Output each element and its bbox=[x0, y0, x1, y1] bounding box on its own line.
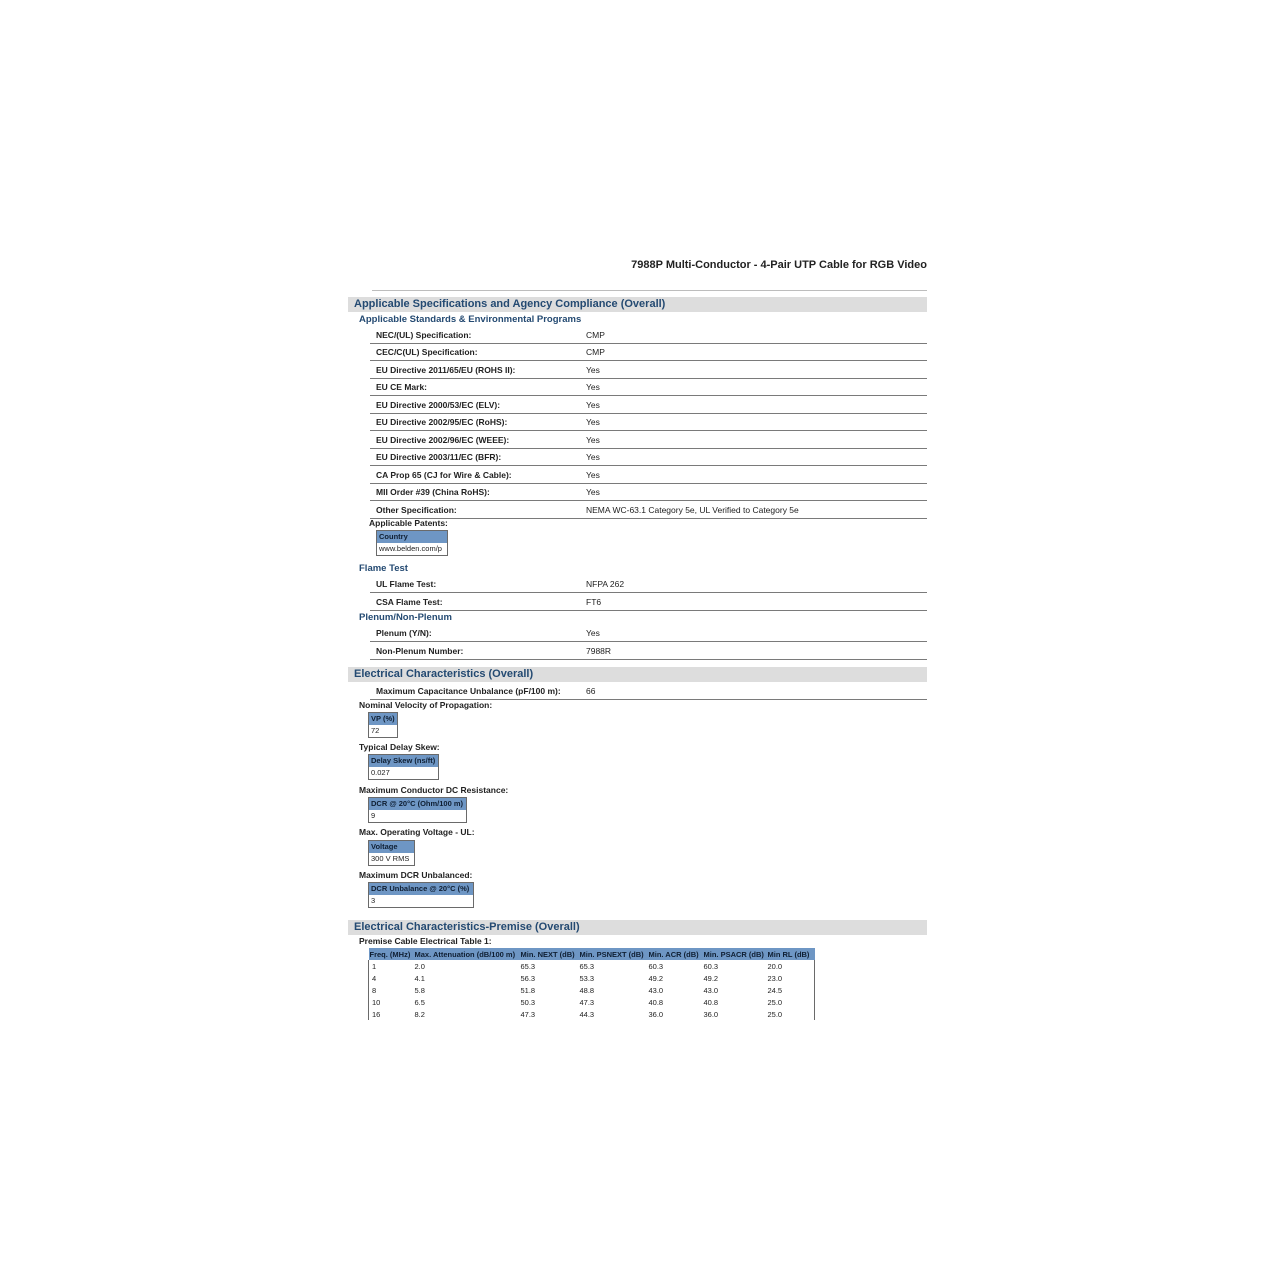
dcr-table-header: DCR @ 20°C (Ohm/100 m) bbox=[369, 798, 466, 810]
table-cell: 44.3 bbox=[579, 1009, 595, 1019]
spec-value: Yes bbox=[586, 470, 600, 480]
column-header: Max. Attenuation (dB/100 m) bbox=[414, 948, 520, 960]
patents-table-header: Country bbox=[377, 531, 447, 543]
flame-row bbox=[370, 576, 927, 593]
flame-test-heading: Flame Test bbox=[359, 563, 408, 574]
table-cell: 60.3 bbox=[648, 961, 664, 971]
premise-section-band bbox=[348, 920, 927, 935]
table-cell: 47.3 bbox=[579, 997, 595, 1007]
capacitance-value: 66 bbox=[586, 686, 596, 696]
table-cell: 20.0 bbox=[767, 960, 815, 972]
spec-value: Yes bbox=[586, 400, 600, 410]
title-divider bbox=[372, 290, 927, 291]
table-cell: 53.3 bbox=[579, 973, 595, 983]
table-row bbox=[369, 972, 815, 984]
electrical-section-band bbox=[348, 667, 927, 682]
capacitance-row bbox=[370, 683, 927, 700]
nvp-table bbox=[368, 712, 398, 738]
premise-electrical-table bbox=[368, 948, 815, 1020]
standards-heading: Applicable Standards & Environmental Programs bbox=[359, 314, 582, 325]
table-cell: 25.0 bbox=[767, 996, 815, 1008]
voltage-table-cell: 300 V RMS bbox=[371, 854, 410, 863]
premise-table-label: Premise Cable Electrical Table 1: bbox=[359, 936, 492, 946]
spec-row bbox=[370, 484, 927, 501]
column-header: Min RL (dB) bbox=[767, 948, 815, 960]
column-header: Min. PSNEXT (dB) bbox=[579, 948, 648, 960]
table-cell: 40.8 bbox=[703, 997, 719, 1007]
spec-row bbox=[370, 362, 927, 379]
flame-label: UL Flame Test: bbox=[376, 579, 437, 589]
spec-label: MII Order #39 (China RoHS): bbox=[376, 487, 490, 497]
spec-row bbox=[370, 414, 927, 431]
spec-label: EU Directive 2002/95/EC (RoHS): bbox=[376, 417, 508, 427]
spec-label: Other Specification: bbox=[376, 505, 457, 515]
spec-row bbox=[370, 327, 927, 344]
patents-label: Applicable Patents: bbox=[369, 518, 448, 528]
table-row bbox=[369, 984, 815, 996]
table-cell: 6.5 bbox=[414, 997, 425, 1007]
spec-label: EU Directive 2011/65/EU (ROHS II): bbox=[376, 365, 516, 375]
spec-row bbox=[370, 397, 927, 414]
table-cell: 49.2 bbox=[703, 973, 719, 983]
table-cell: 36.0 bbox=[703, 1009, 719, 1019]
table-cell: 25.0 bbox=[767, 1008, 815, 1020]
premise-section-title: Electrical Characteristics-Premise (Overall) bbox=[354, 921, 580, 933]
dcr-table-cell: 9 bbox=[371, 811, 376, 820]
spec-value: Yes bbox=[586, 365, 600, 375]
delay-skew-table-cell: 0.027 bbox=[371, 768, 390, 777]
table-cell: 5.8 bbox=[414, 985, 425, 995]
delay-skew-table bbox=[368, 754, 439, 780]
patents-table-cell: www.belden.com/p bbox=[379, 544, 442, 553]
spec-row bbox=[370, 467, 927, 484]
patents-table bbox=[376, 530, 448, 556]
column-header: Freq. (MHz) bbox=[369, 948, 414, 960]
flame-value: NFPA 262 bbox=[586, 579, 625, 589]
dcr-table bbox=[368, 797, 467, 823]
delay-skew-label: Typical Delay Skew: bbox=[359, 742, 440, 752]
table-cell: 10 bbox=[369, 996, 414, 1008]
table-cell: 51.8 bbox=[520, 985, 536, 995]
column-header: Min. NEXT (dB) bbox=[520, 948, 579, 960]
table-cell: 40.8 bbox=[648, 997, 664, 1007]
spec-value: CMP bbox=[586, 330, 605, 340]
compliance-section-title: Applicable Specifications and Agency Compliance (Overall) bbox=[354, 298, 666, 310]
table-cell: 36.0 bbox=[648, 1009, 664, 1019]
spec-label: EU Directive 2003/11/EC (BFR): bbox=[376, 452, 502, 462]
spec-label: CA Prop 65 (CJ for Wire & Cable): bbox=[376, 470, 512, 480]
nvp-label: Nominal Velocity of Propagation: bbox=[359, 700, 493, 710]
table-cell: 2.0 bbox=[414, 961, 425, 971]
dcr-unbalance-table-header: DCR Unbalance @ 20°C (%) bbox=[369, 883, 473, 895]
flame-value: FT6 bbox=[586, 597, 602, 607]
spec-label: CEC/C(UL) Specification: bbox=[376, 347, 478, 357]
table-cell: 8 bbox=[369, 984, 414, 996]
spec-label: EU CE Mark: bbox=[376, 382, 428, 392]
table-cell: 65.3 bbox=[579, 961, 595, 971]
spec-value: CMP bbox=[586, 347, 605, 357]
plenum-heading: Plenum/Non-Plenum bbox=[359, 612, 452, 623]
datasheet-page bbox=[348, 0, 927, 1280]
capacitance-label: Maximum Capacitance Unbalance (pF/100 m): bbox=[376, 686, 561, 696]
table-cell: 47.3 bbox=[520, 1009, 536, 1019]
plenum-label: Non-Plenum Number: bbox=[376, 646, 464, 656]
plenum-row bbox=[370, 643, 927, 660]
plenum-row bbox=[370, 625, 927, 642]
nvp-table-cell: 72 bbox=[371, 726, 380, 735]
document-title: 7988P Multi-Conductor - 4-Pair UTP Cable for RGB Video bbox=[631, 259, 927, 271]
voltage-table bbox=[368, 840, 415, 866]
table-cell: 8.2 bbox=[414, 1009, 425, 1019]
table-cell: 23.0 bbox=[767, 972, 815, 984]
plenum-value: 7988R bbox=[586, 646, 612, 656]
table-cell: 16 bbox=[369, 1008, 414, 1020]
spec-label: EU Directive 2000/53/EC (ELV): bbox=[376, 400, 501, 410]
table-cell: 56.3 bbox=[520, 973, 536, 983]
table-cell: 24.5 bbox=[767, 984, 815, 996]
table-row bbox=[369, 1008, 815, 1020]
table-cell: 4.1 bbox=[414, 973, 425, 983]
dcr-label: Maximum Conductor DC Resistance: bbox=[359, 785, 509, 795]
flame-row bbox=[370, 594, 927, 611]
plenum-value: Yes bbox=[586, 628, 600, 638]
table-cell: 60.3 bbox=[703, 961, 719, 971]
dcr-unbalance-label: Maximum DCR Unbalanced: bbox=[359, 870, 473, 880]
plenum-label: Plenum (Y/N): bbox=[376, 628, 432, 638]
spec-row bbox=[370, 379, 927, 396]
table-cell: 49.2 bbox=[648, 973, 664, 983]
spec-value: Yes bbox=[586, 417, 600, 427]
table-cell: 50.3 bbox=[520, 997, 536, 1007]
spec-value: Yes bbox=[586, 435, 600, 445]
spec-row bbox=[370, 449, 927, 466]
table-header-row bbox=[369, 948, 815, 960]
table-cell: 48.8 bbox=[579, 985, 595, 995]
table-cell: 65.3 bbox=[520, 961, 536, 971]
spec-value: Yes bbox=[586, 452, 600, 462]
table-cell: 4 bbox=[369, 972, 414, 984]
spec-row bbox=[370, 344, 927, 361]
spec-row bbox=[370, 432, 927, 449]
column-header: Min. PSACR (dB) bbox=[703, 948, 767, 960]
spec-value: NEMA WC-63.1 Category 5e, UL Verified to Category 5e bbox=[586, 505, 799, 515]
table-row bbox=[369, 996, 815, 1008]
electrical-section-title: Electrical Characteristics (Overall) bbox=[354, 668, 534, 680]
voltage-label: Max. Operating Voltage - UL: bbox=[359, 827, 475, 837]
spec-label: NEC/(UL) Specification: bbox=[376, 330, 472, 340]
spec-label: EU Directive 2002/96/EC (WEEE): bbox=[376, 435, 510, 445]
spec-value: Yes bbox=[586, 487, 600, 497]
flame-label: CSA Flame Test: bbox=[376, 597, 443, 607]
dcr-unbalance-table bbox=[368, 882, 474, 908]
dcr-unbalance-table-cell: 3 bbox=[371, 896, 376, 905]
column-header: Min. ACR (dB) bbox=[648, 948, 703, 960]
table-cell: 1 bbox=[369, 960, 414, 972]
nvp-table-header: VP (%) bbox=[369, 713, 397, 725]
spec-row bbox=[370, 502, 927, 519]
compliance-section-band bbox=[348, 297, 927, 312]
voltage-table-header: Voltage bbox=[369, 841, 414, 853]
spec-value: Yes bbox=[586, 382, 600, 392]
table-cell: 43.0 bbox=[703, 985, 719, 995]
table-row bbox=[369, 960, 815, 972]
table-cell: 43.0 bbox=[648, 985, 664, 995]
delay-skew-table-header: Delay Skew (ns/ft) bbox=[369, 755, 438, 767]
